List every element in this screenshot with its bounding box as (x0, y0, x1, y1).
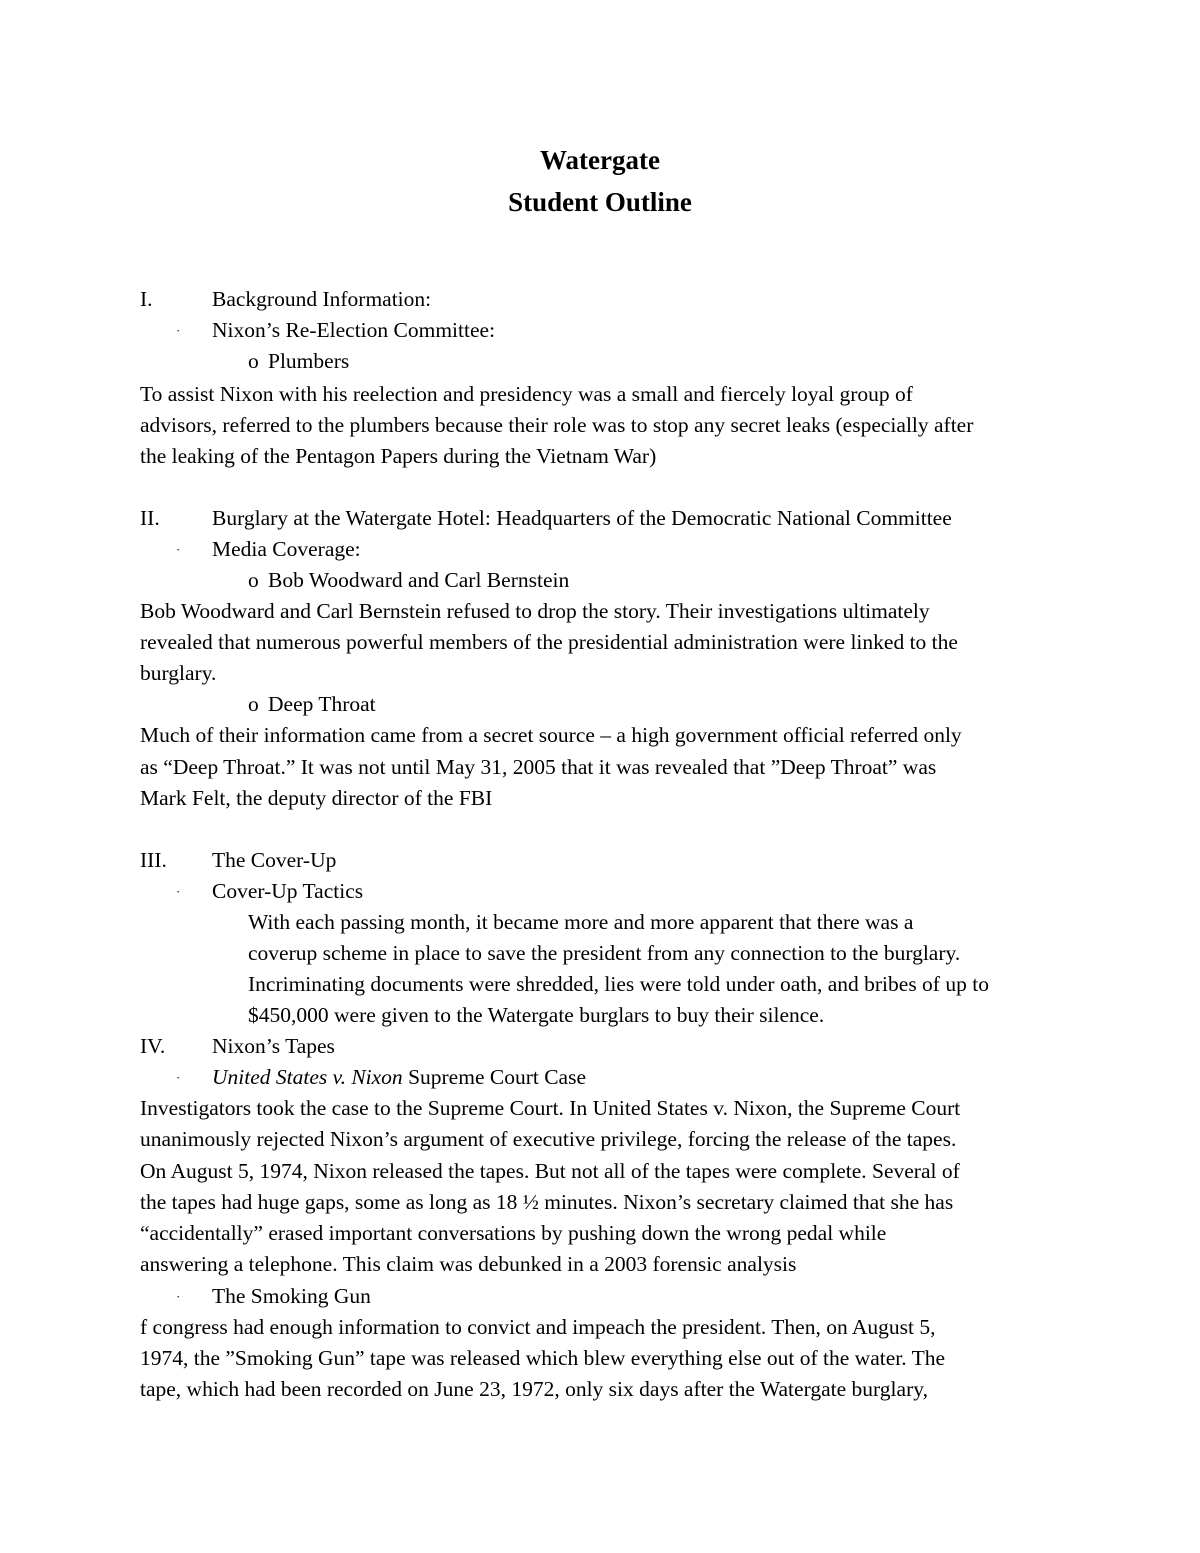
bullet-item: The Smoking Gun (212, 1284, 371, 1308)
sub-bullet-marker: o (248, 349, 259, 373)
section-heading-4: Nixon’s Tapes (212, 1034, 335, 1058)
bullet-marker: · (176, 1289, 181, 1304)
paragraph-line: Mark Felt, the deputy director of the FBI (140, 786, 493, 810)
paragraph-line: as “Deep Throat.” It was not until May 31, 2005 that it was revealed that ”Deep Throat” was (140, 755, 937, 779)
bullet-marker: · (176, 323, 181, 338)
section-heading-1: Background Information: (212, 287, 432, 311)
paragraph-line: revealed that numerous powerful members of the presidential administration were linked to the (140, 630, 958, 654)
paragraph-line: the tapes had huge gaps, some as long as 18 ½ minutes. Nixon’s secretary claimed that she has (140, 1190, 954, 1214)
sub-bullet-item: Deep Throat (268, 692, 376, 716)
paragraph-line: unanimously rejected Nixon’s argument of executive privilege, forcing the release of the tapes. (140, 1127, 957, 1151)
bullet-item: Nixon’s Re-Election Committee: (212, 318, 496, 342)
section-numeral-1: I. (140, 287, 153, 311)
section-heading-2: Burglary at the Watergate Hotel: Headquarters of the Democratic National Committee (212, 506, 952, 530)
paragraph-line: On August 5, 1974, Nixon released the tapes. But not all of the tapes were complete. Several of (140, 1159, 960, 1183)
indented-paragraph-line: $450,000 were given to the Watergate burglars to buy their silence. (248, 1003, 825, 1027)
document-subtitle: Student Outline (508, 187, 692, 217)
paragraph-line: To assist Nixon with his reelection and presidency was a small and fiercely loyal group of (140, 382, 913, 406)
paragraph-line: burglary. (140, 661, 217, 685)
paragraph-line: advisors, referred to the plumbers because their role was to stop any secret leaks (especially after (140, 413, 974, 437)
sub-bullet-marker: o (248, 692, 259, 716)
case-name: United States v. Nixon (212, 1065, 403, 1089)
section-heading-3: The Cover-Up (212, 848, 337, 872)
bullet-marker: · (176, 884, 181, 899)
paragraph-line: Investigators took the case to the Supreme Court. In United States v. Nixon, the Supreme Court (140, 1096, 961, 1120)
paragraph-line: 1974, the ”Smoking Gun” tape was released which blew everything else out of the water. The (140, 1346, 946, 1370)
section-numeral-3: III. (140, 848, 167, 872)
document-title: Watergate (540, 145, 660, 175)
case-suffix: Supreme Court Case (402, 1065, 587, 1089)
bullet-item (212, 1062, 586, 1093)
paragraph-line: Bob Woodward and Carl Bernstein refused to drop the story. Their investigations ultimately (140, 599, 930, 623)
paragraph-line: tape, which had been recorded on June 23, 1972, only six days after the Watergate burglary, (140, 1377, 928, 1401)
paragraph-line: Much of their information came from a secret source – a high government official referred only (140, 723, 962, 747)
bullet-marker: · (176, 1070, 181, 1085)
indented-paragraph-line: With each passing month, it became more and more apparent that there was a (248, 910, 914, 934)
section-numeral-2: II. (140, 506, 160, 530)
sub-bullet-item: Plumbers (268, 349, 350, 373)
bullet-item: Cover-Up Tactics (212, 879, 364, 903)
section-numeral-4: IV. (140, 1034, 166, 1058)
sub-bullet-marker: o (248, 568, 259, 592)
paragraph-line: f congress had enough information to convict and impeach the president. Then, on August 5, (140, 1315, 936, 1339)
paragraph-line: “accidentally” erased important conversations by pushing down the wrong pedal while (140, 1221, 887, 1245)
paragraph-line: answering a telephone. This claim was debunked in a 2003 forensic analysis (140, 1252, 797, 1276)
bullet-marker: · (176, 542, 181, 557)
paragraph-line: the leaking of the Pentagon Papers during the Vietnam War) (140, 444, 657, 468)
indented-paragraph-line: coverup scheme in place to save the president from any connection to the burglary. (248, 941, 961, 965)
indented-paragraph-line: Incriminating documents were shredded, lies were told under oath, and bribes of up to (248, 972, 989, 996)
sub-bullet-item: Bob Woodward and Carl Bernstein (268, 568, 570, 592)
bullet-item: Media Coverage: (212, 537, 361, 561)
